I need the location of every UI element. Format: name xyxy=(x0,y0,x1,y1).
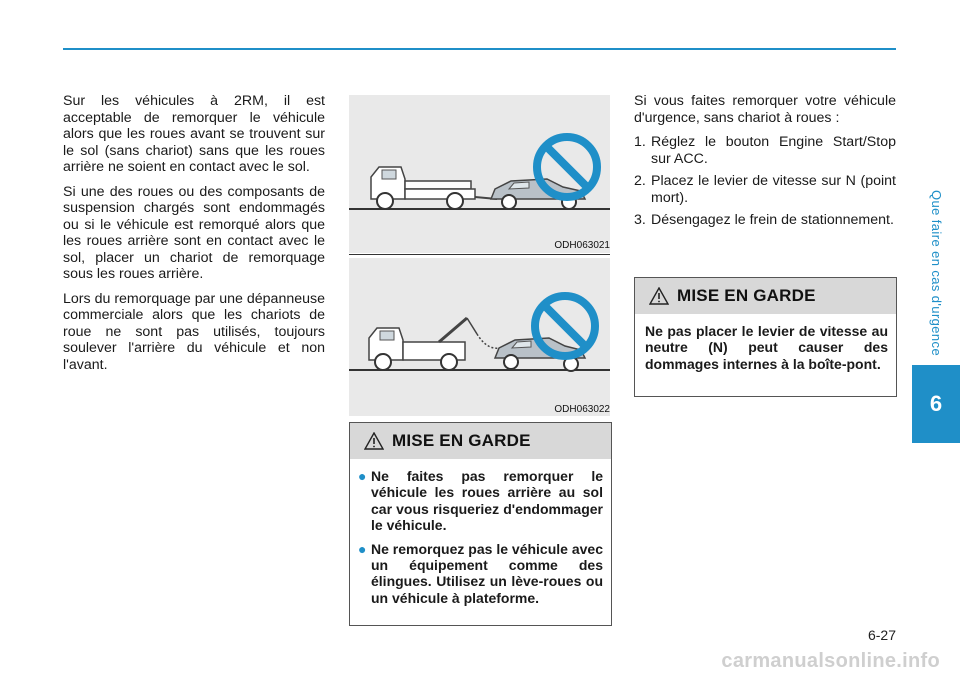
warning-title: MISE EN GARDE xyxy=(392,431,531,450)
warning-text: Ne pas placer le levier de vitesse au neutre (N) peut causer des dommages internes à la boîte-pont. xyxy=(645,323,888,372)
warning-item: ● Ne faites pas remorquer le véhicule les roues arrière au sol car vous risqueriez d'endommager le véhicule. xyxy=(358,468,603,534)
figure-divider xyxy=(349,254,610,255)
figure-code: ODH063021 xyxy=(554,240,610,251)
wheel-lift-tow-prohibited-illustration xyxy=(349,258,610,416)
step-item: 3. Désengagez le frein de stationnement. xyxy=(634,212,894,228)
warning-header xyxy=(635,278,896,314)
chapter-tab: 6 xyxy=(912,365,960,443)
step-item: 1. Réglez le bouton Engine Start/Stop sur ACC. xyxy=(634,134,896,167)
warning-box-right xyxy=(634,277,897,397)
warning-triangle-icon xyxy=(364,432,384,450)
warning-title: MISE EN GARDE xyxy=(677,286,816,305)
flatbed-tow-prohibited-illustration xyxy=(349,95,610,253)
paragraph: Si vous faites remorquer votre véhicule d'urgence, sans chariot à roues : xyxy=(634,93,896,126)
warning-header xyxy=(350,423,611,459)
paragraph: Sur les véhicules à 2RM, il est acceptable de remorquer le véhicule alors que les roues avant se trouvent sur le sol (sans chariot) sans que les roues arrière ne soient en contact avec le sol. xyxy=(63,93,325,175)
watermark: carmanualsonline.info xyxy=(721,650,940,672)
warning-box-center xyxy=(349,422,612,626)
header-rule xyxy=(63,48,896,50)
bullet-icon: ● xyxy=(358,540,367,557)
step-item: 2. Placez le levier de vitesse sur N (point mort). xyxy=(634,173,896,206)
paragraph: Lors du remorquage par une dépanneuse commerciale alors que les chariots de roue ne sont pas utilisés, toujours soulever l'arrière du véhicule et non l'avant. xyxy=(63,290,325,373)
page-number: 6-27 xyxy=(867,627,896,643)
warning-triangle-icon xyxy=(649,287,669,305)
warning-item: ● Ne remorquez pas le véhicule avec un équipement comme des élingues. Utilisez un lève-roues ou un véhicule à plateforme. xyxy=(358,540,603,606)
paragraph: Si une des roues ou des composants de suspension chargés sont endommagés ou si le véhicule est remorqué alors que les roues arrière sont en contact avec le sol, placer un chariot de remorquage sous les roues arrière. xyxy=(63,183,325,282)
steps-list xyxy=(634,134,896,229)
section-title: Que faire en cas d'urgence xyxy=(929,190,944,357)
right-column xyxy=(634,93,896,235)
figure-code: ODH063022 xyxy=(554,404,610,415)
bullet-icon: ● xyxy=(358,468,367,484)
left-column xyxy=(63,93,325,381)
